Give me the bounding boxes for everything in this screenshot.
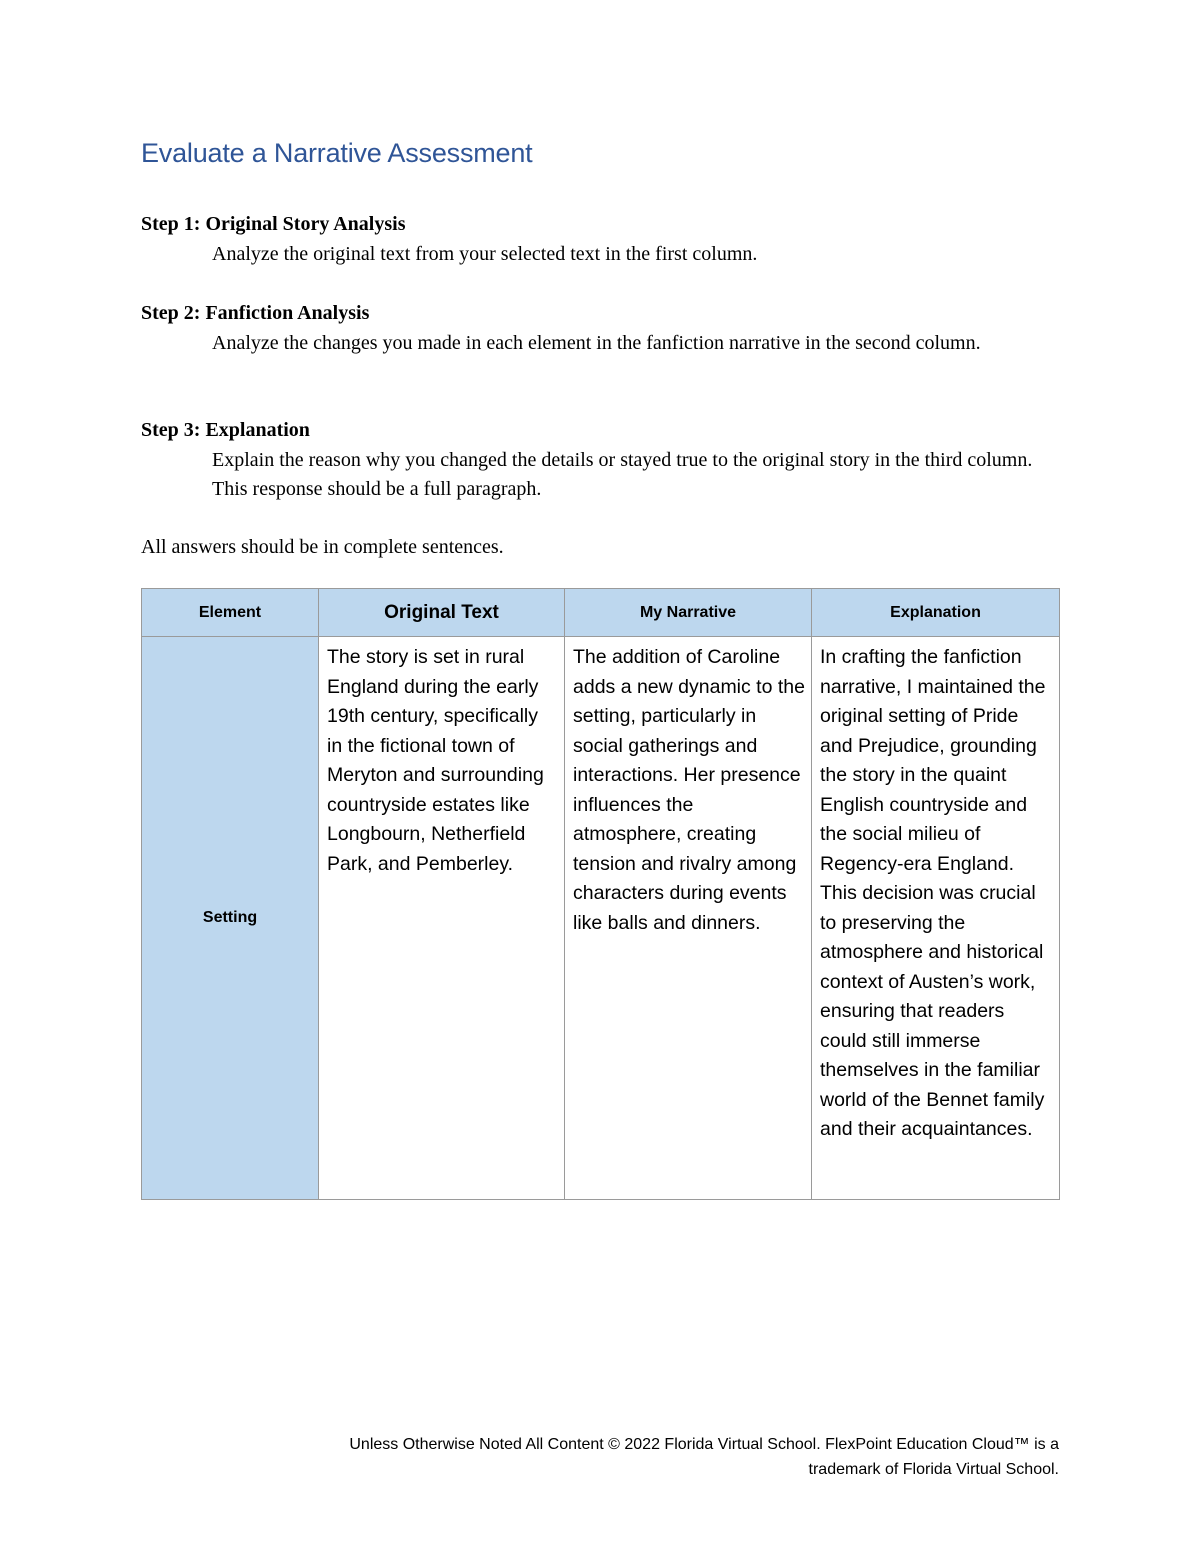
step-2-heading: Step 2: Fanfiction Analysis	[141, 302, 370, 324]
step-1	[141, 210, 1061, 269]
step-3-heading: Step 3: Explanation	[141, 419, 310, 441]
step-3	[141, 416, 1061, 505]
footer-line-2: trademark of Florida Virtual School.	[808, 1461, 1059, 1478]
step-2-instructions: Analyze the changes you made in each element in the fanfiction narrative in the second column.	[212, 331, 981, 354]
assessment-table	[141, 588, 1060, 1200]
step-1-heading: Step 1: Original Story Analysis	[141, 213, 406, 235]
header-explanation: Explanation	[812, 589, 1060, 637]
header-my-narrative: My Narrative	[565, 589, 812, 637]
header-original-text: Original Text	[319, 589, 565, 637]
step-1-instructions: Analyze the original text from your selected text in the first column.	[212, 242, 758, 265]
footer-line-1: Unless Otherwise Noted All Content © 2022 Florida Virtual School. FlexPoint Education Cloud™ is a	[349, 1436, 1059, 1453]
element-cell-setting: Setting	[142, 637, 319, 1200]
table-row	[142, 637, 1060, 1200]
step-2	[141, 299, 1061, 358]
my-narrative-cell: The addition of Caroline adds a new dynamic to the setting, particularly in social gatherings and interactions. Her presence influences the atmosphere, creating tension and rivalry among characters during events like balls and dinners.	[565, 637, 812, 1200]
original-text-cell: The story is set in rural England during the early 19th century, specifically in the fictional town of Meryton and surrounding countryside estates like Longbourn, Netherfield Park, and Pemberley.	[319, 637, 565, 1200]
copyright-footer	[159, 1432, 1059, 1482]
table-header-row	[142, 589, 1060, 637]
header-element: Element	[142, 589, 319, 637]
step-3-instructions: Explain the reason why you changed the details or stayed true to the original story in the third column. This response should be a full paragraph.	[212, 448, 1033, 500]
explanation-cell: In crafting the fanfiction narrative, I maintained the original setting of Pride and Prejudice, grounding the story in the quaint English countryside and the social milieu of Regency-era England. This decision was crucial to preserving the atmosphere and historical context of Austen’s work, ensuring that readers could still immerse themselves in the familiar world of the Bennet family and their acquaintances.	[812, 637, 1060, 1200]
complete-sentences-note: All answers should be in complete sentences.	[141, 536, 504, 558]
page-title: Evaluate a Narrative Assessment	[141, 138, 533, 168]
